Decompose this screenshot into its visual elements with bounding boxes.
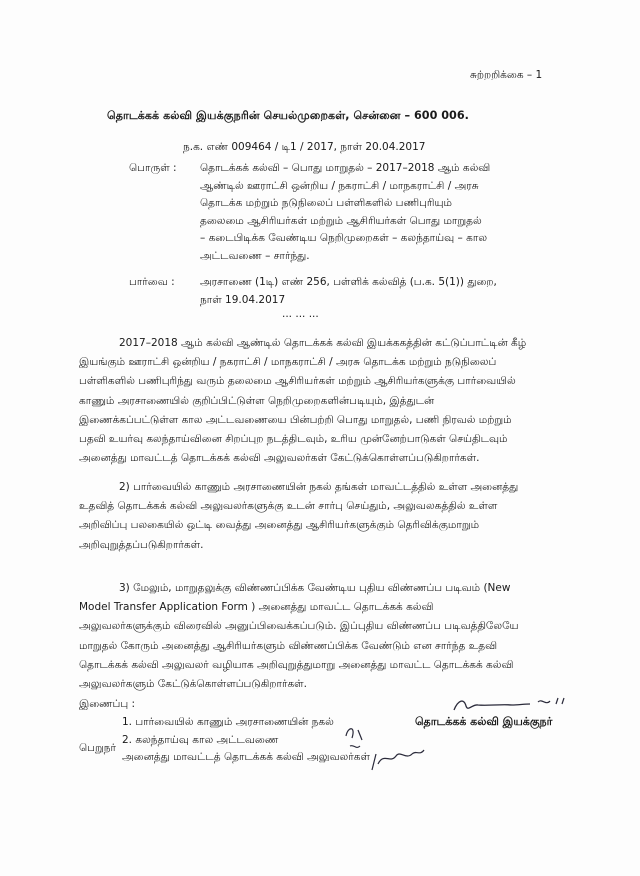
paragraph-3 xyxy=(79,579,572,694)
paragraph-line: மாறுதல் கோரும் அனைத்து ஆசிரியர்களும் விண்ணப்பிக்க வேண்டும் என சார்ந்த உதவி xyxy=(79,639,498,652)
paragraph-line: 2) பார்வையில் காணும் அரசாணையின் நகல் தங்கள் மாவட்டத்தில் உள்ள அனைத்து xyxy=(119,481,519,493)
recipients-line: அனைத்து மாவட்டத் தொடக்கக் கல்வி அலுவலர்கள் xyxy=(122,751,370,763)
paragraph-line: பள்ளிகளில் பணிபுரிந்து வரும் தலைமை ஆசிரியர்கள் மற்றும் ஆசிரியர்களுக்கு பார்வையில் xyxy=(79,375,516,388)
subject-line: தொடக்க மற்றும் நடுநிலைப் பள்ளிகளில் பணிபுரியும் xyxy=(200,197,452,210)
circular-tag: சுற்றறிக்கை – 1 xyxy=(470,69,543,81)
paragraph-line: அறிவுறுத்தப்படுகிறார்கள். xyxy=(79,538,204,551)
reference-line: அரசாணை (1டி) எண் 256, பள்ளிக் கல்வித் (ப.க. 5(1)) துறை, xyxy=(200,276,497,288)
subject-line: தலைமை ஆசிரியர்கள் மற்றும் ஆசிரியர்கள் பொது மாறுதல் xyxy=(200,214,482,227)
paragraph-line: அனைத்து மாவட்டத் தொடக்கக் கல்வி அலுவலர்கள் கேட்டுக்கொள்ளப்படுகிறார்கள். xyxy=(79,452,480,465)
enclosure-item: 1. பார்வையில் காணும் அரசாணையின் நகல் xyxy=(122,716,334,728)
enclosures-label: இணைப்பு : xyxy=(79,698,136,710)
enclosures-list xyxy=(122,713,334,749)
paragraph-line: இணைக்கப்பட்டுள்ள கால அட்டவணையை பின்பற்றி பொது மாறுதல், பணி நிரவல் மற்றும் xyxy=(79,413,512,426)
paragraph-line: அலுவலர்களுக்கும் விரைவில் அனுப்பிவைக்கப்படும். இப்புதிய விண்ணப்ப படிவத்திலேயே xyxy=(79,620,519,633)
enclosure-item: 2. கலந்தாய்வு கால அட்டவணை xyxy=(122,734,279,746)
subject-line: – கடைபிடிக்க வேண்டிய நெறிமுறைகள் – கலந்தாய்வு – கால xyxy=(200,232,488,245)
paragraph-line: 2017–2018 ஆம் கல்வி ஆண்டில் தொடக்கக் கல்வி இயக்ககத்தின் கட்டுப்பாட்டின் கீழ் xyxy=(119,337,527,349)
subject-text xyxy=(200,160,578,266)
paragraph-line: தொடக்கக் கல்வி அலுவலர் வழியாக அறிவுறுத்துமாறு அனைத்து மாவட்ட தொடக்கக் கல்வி xyxy=(79,658,514,671)
paragraph-line: காணும் அரசாணையில் குறிப்பிட்டுள்ள நெறிமுறைகளின்படியும், இத்துடன் xyxy=(79,394,435,407)
subject-label: பொருள் : xyxy=(129,162,177,174)
paragraph-2 xyxy=(79,478,572,555)
reference-number: ந.க. எண் 009464 / டி1 / 2017, நாள் 20.04.2017 xyxy=(183,141,426,153)
section-separator: ... ... ... xyxy=(282,308,319,320)
paragraph-1 xyxy=(79,334,572,468)
subject-line: தொடக்கக் கல்வி – பொது மாறுதல் – 2017–2018 ஆம் கல்வி xyxy=(200,162,491,174)
paragraph-line: அலுவலர்களும் கேட்டுக்கொள்ளப்படுகிறார்கள். xyxy=(79,678,307,691)
reference-text xyxy=(200,274,578,309)
paragraph-line: உதவித் தொடக்கக் கல்வி அலுவலர்களுக்கு உடன் சார்பு செய்தும், அலுவலகத்தில் உள்ள xyxy=(79,500,498,513)
subject-line: ஆண்டில் ஊராட்சி ஒன்றிய / நகராட்சி / மாநகராட்சி / அரசு xyxy=(200,179,479,192)
reference-line: நாள் 19.04.2017 xyxy=(200,293,286,306)
reference-label: பார்வை : xyxy=(129,276,175,288)
signatory-title: தொடக்கக் கல்வி இயக்குநர் xyxy=(415,715,553,728)
subject-line: அட்டவணை – சார்ந்து. xyxy=(200,249,310,262)
paragraph-line: பதவி உயர்வு கலந்தாய்வினை சிறப்புற நடத்திடவும், உரிய முன்னேற்பாடுகள் செய்திடவும் xyxy=(79,433,508,446)
paragraph-line: 3) மேலும், மாறுதலுக்கு விண்ணப்பிக்க வேண்டிய புதிய விண்ணப்ப படிவம் (New xyxy=(119,582,511,594)
office-title: தொடக்கக் கல்வி இயக்குநரின் செயல்முறைகள், சென்னை – 600 006. xyxy=(107,109,469,122)
paragraph-line: இயங்கும் ஊராட்சி ஒன்றிய / நகராட்சி / மாநகராட்சி / அரசு தொடக்க மற்றும் நடுநிலைப் xyxy=(79,356,497,369)
paragraph-line: அறிவிப்பு பலகையில் ஒட்டி வைத்து அனைத்து ஆசிரியர்களுக்கும் தெரிவிக்குமாறும் xyxy=(79,519,480,532)
recipients-label: பெறுநர் xyxy=(79,742,116,754)
paragraph-line: Model Transfer Application Form ) அனைத்து மாவட்ட தொடக்கக் கல்வி xyxy=(79,601,434,614)
